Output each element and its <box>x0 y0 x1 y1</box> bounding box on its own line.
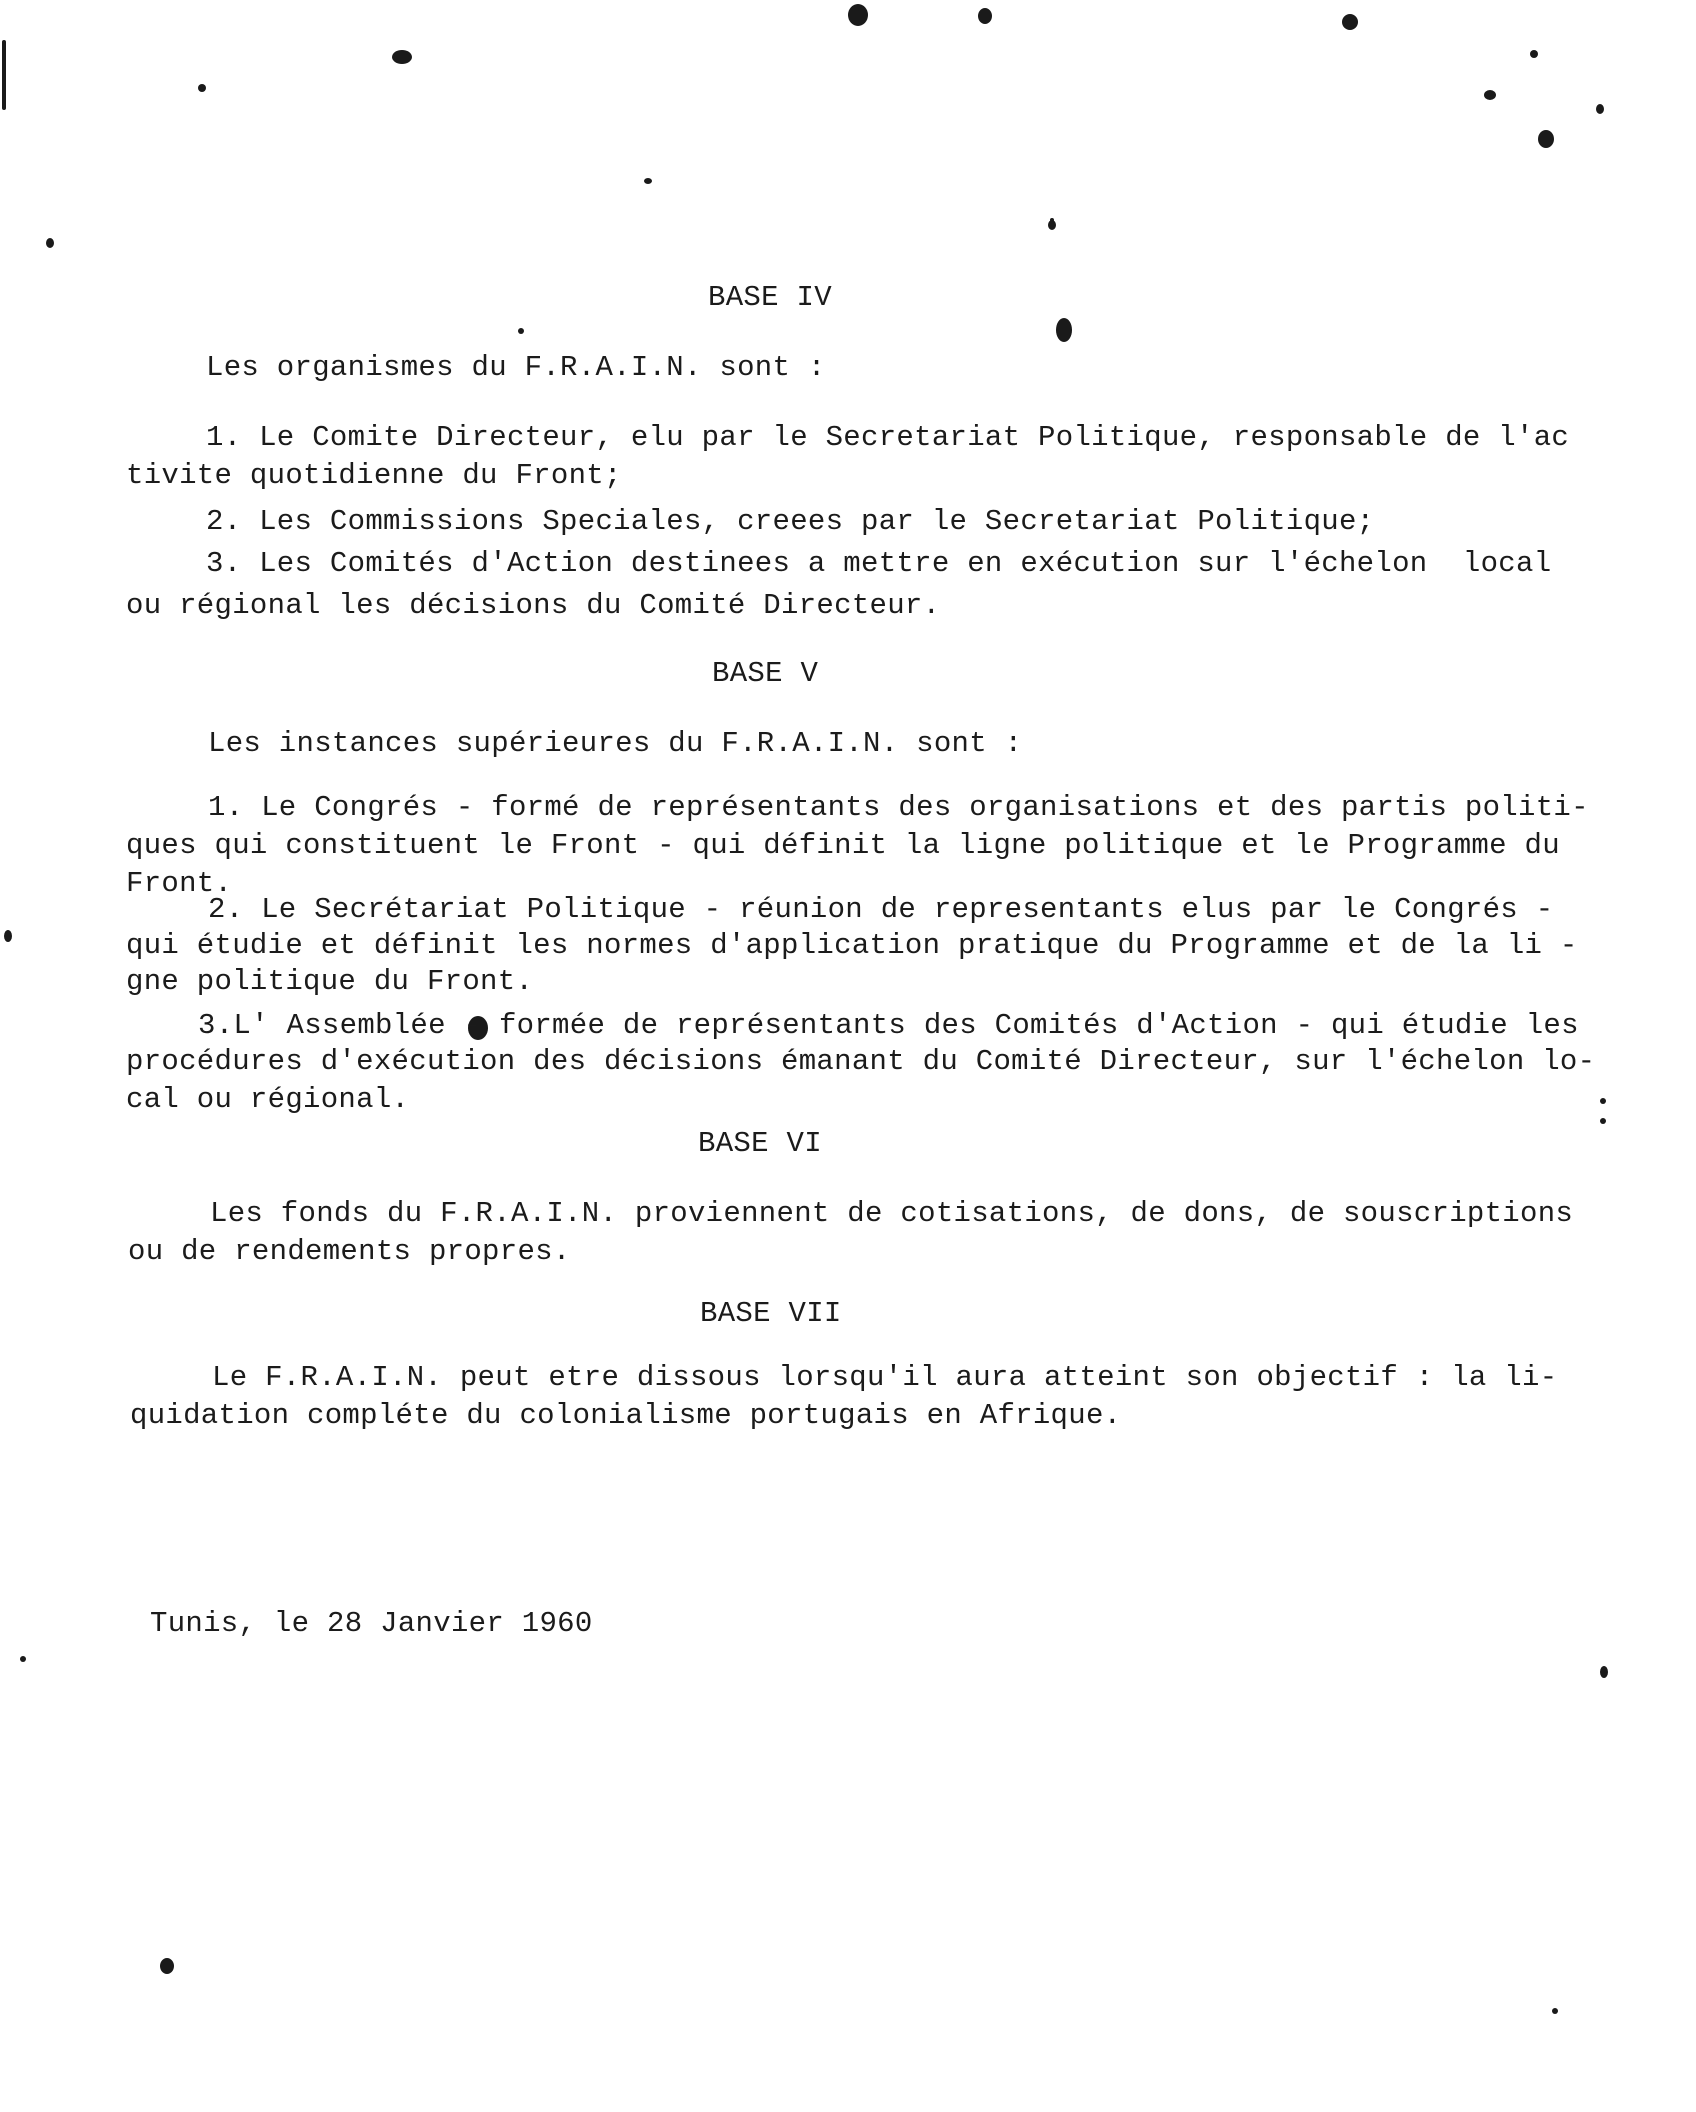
base-iv-item1-line2: tivite quotidienne du Front; <box>126 459 622 492</box>
ink-speck <box>848 4 868 26</box>
ink-speck <box>198 84 206 92</box>
ink-speck <box>1538 130 1554 148</box>
base-iv-item2: 2. Les Commissions Speciales, creees par le Secretariat Politique; <box>206 505 1375 538</box>
ink-speck <box>20 1656 26 1662</box>
base-vii-line1: Le F.R.A.I.N. peut etre dissous lorsqu'il aura atteint son objectif : la li- <box>212 1361 1558 1394</box>
base-vii-line2: quidation compléte du colonialisme portugais en Afrique. <box>130 1399 1122 1432</box>
ink-speck <box>392 50 412 64</box>
ink-speck <box>518 328 524 334</box>
base-iv-intro: Les organismes du F.R.A.I.N. sont : <box>206 351 826 384</box>
base-v-item2-line3: gne politique du Front. <box>126 965 534 998</box>
base-v-item1-line3: Front. <box>126 867 233 900</box>
ink-speck <box>1530 50 1538 58</box>
ink-speck <box>1600 1098 1606 1104</box>
base-v-item1-line2: ques qui constituent le Front - qui définit la ligne politique et le Programme du <box>126 829 1560 862</box>
base-iv-item1-line1: 1. Le Comite Directeur, elu par le Secretariat Politique, responsable de l'ac <box>206 421 1570 454</box>
ink-speck <box>1552 2008 1558 2014</box>
ink-speck <box>4 930 12 942</box>
ink-speck <box>2 40 6 110</box>
base-vi-line1: Les fonds du F.R.A.I.N. proviennent de cotisations, de dons, de souscriptions <box>210 1197 1574 1230</box>
ink-speck <box>1600 1666 1608 1678</box>
ink-speck <box>1484 90 1496 100</box>
ink-speck <box>1056 318 1072 342</box>
base-v-item1-line1: 1. Le Congrés - formé de représentants des organisations et des partis politi- <box>208 791 1589 824</box>
ink-speck <box>1600 1118 1606 1124</box>
base-vii-heading: BASE VII <box>700 1297 842 1330</box>
ink-speck <box>160 1958 174 1974</box>
ink-speck <box>1596 104 1604 114</box>
base-iv-item3-line1: 3. Les Comités d'Action destinees a mettre en exécution sur l'échelon local <box>206 547 1552 580</box>
base-iv-heading: BASE IV <box>708 281 832 314</box>
base-vi-line2: ou de rendements propres. <box>128 1235 571 1268</box>
ink-speck <box>1342 14 1358 30</box>
ink-speck <box>1050 218 1054 222</box>
base-v-item3-line1: 3.L' Assemblée - formée de représentants des Comités d'Action - qui étudie les <box>198 1009 1579 1042</box>
ink-speck <box>978 8 992 24</box>
base-v-item3-line2: procédures d'exécution des décisions émanant du Comité Directeur, sur l'échelon lo- <box>126 1045 1596 1078</box>
ink-speck <box>644 178 652 184</box>
base-v-item3-line3: cal ou régional. <box>126 1083 410 1116</box>
base-v-item2-line2: qui étudie et définit les normes d'application pratique du Programme et de la li - <box>126 929 1578 962</box>
base-v-intro: Les instances supérieures du F.R.A.I.N. sont : <box>208 727 1023 760</box>
ink-speck <box>46 238 54 248</box>
base-v-item2-line1: 2. Le Secrétariat Politique - réunion de representants elus par le Congrés - <box>208 893 1554 926</box>
base-v-heading: BASE V <box>712 657 819 690</box>
base-iv-item3-line2: ou régional les décisions du Comité Directeur. <box>126 589 941 622</box>
place-date: Tunis, le 28 Janvier 1960 <box>150 1607 593 1640</box>
base-vi-heading: BASE VI <box>698 1127 822 1160</box>
